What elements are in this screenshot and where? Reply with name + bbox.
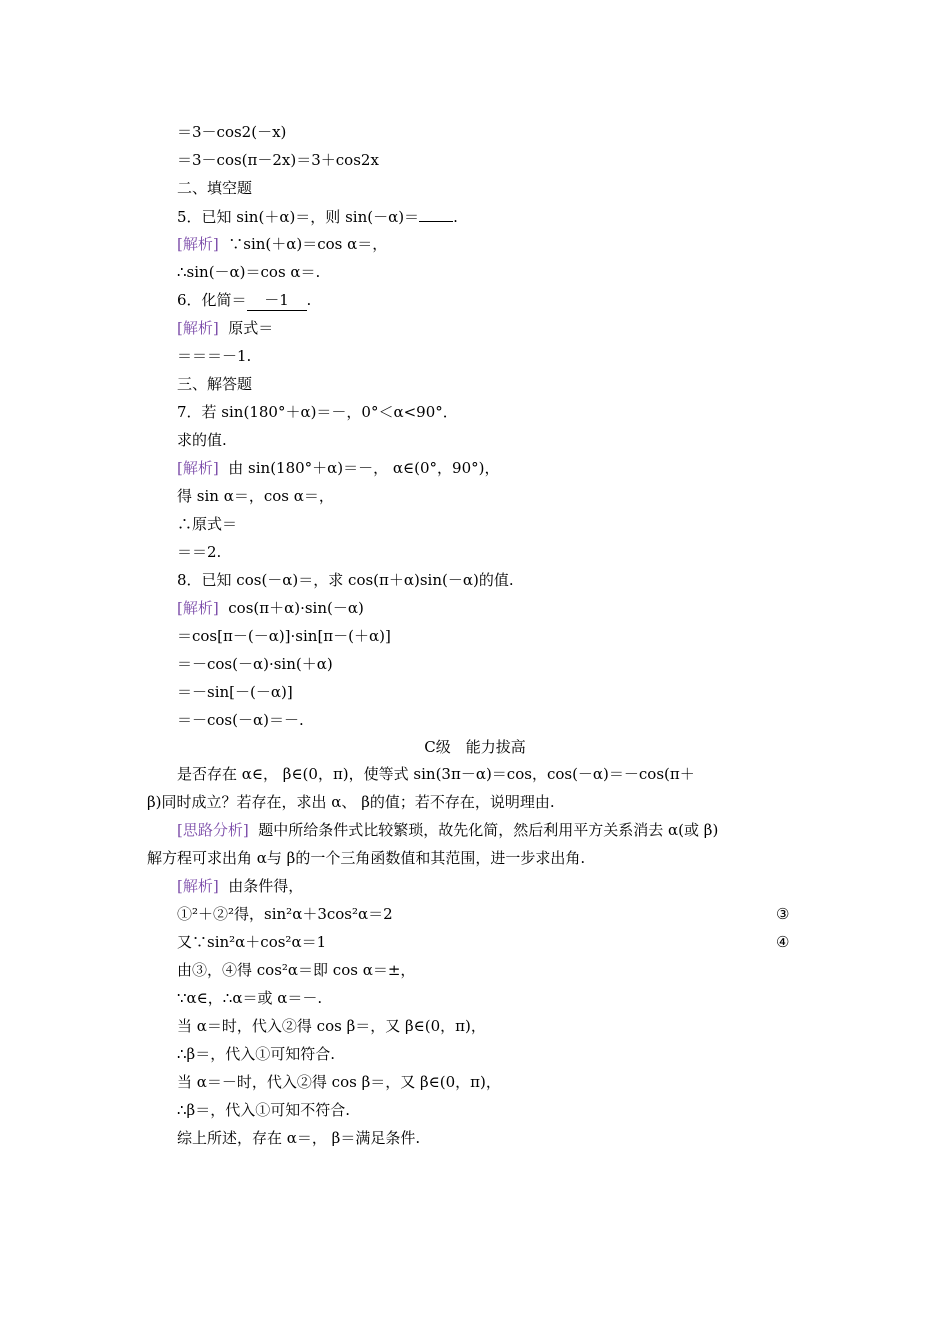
solution-text: ∵sin(＋α)＝cos α＝， [228,235,388,253]
hint-line [177,820,718,840]
question-end: . [306,291,312,309]
solution-tag: [解析] [177,319,219,337]
question-6 [177,290,311,310]
solution-line: 综上所述，存在 α＝， β＝满足条件. [177,1129,421,1147]
solution-line: ＝－sin[－(－α)] [177,683,293,701]
solution-line: ＝＝2. [177,543,222,561]
solution-tag: [解析] [177,599,219,617]
solution-line: ∴β＝，代入①可知不符合. [177,1101,350,1119]
solution-text: 由 sin(180°＋α)＝－， α∈(0°，90°)， [228,459,500,477]
solution-line: 又∵sin²α＋cos²α＝1 [177,933,327,951]
hint-tag: [思路分析] [177,821,249,839]
solution-tag: [解析] [177,235,219,253]
solution-line [177,598,364,618]
question-8: 8．已知 cos(－α)＝，求 cos(π＋α)sin(－α)的值. [177,571,514,589]
answer-blank [419,206,453,222]
equation-line: ＝3－cos2(－x) [177,123,287,141]
hint-line: 解方程可求出角 α与 β的一个三角函数值和其范围，进一步求出角. [147,849,586,867]
section-heading: 三、解答题 [177,375,253,393]
solution-line: ①²＋②²得，sin²α＋3cos²α＝2 [177,905,393,923]
question-end: . [453,208,458,226]
hint-text: 题中所给条件式比较繁琐，故先化简，然后利用平方关系消去 α(或 β) [258,821,719,839]
solution-tag: [解析] [177,459,219,477]
solution-text: cos(π＋α)·sin(－α) [228,599,364,617]
solution-text: 原式＝ [228,319,274,337]
equation-number: ④ [776,933,790,951]
solution-line: 由③，④得 cos²α＝即 cos α＝±， [177,961,416,979]
question-text: 5．已知 sin(＋α)＝，则 sin(－α)＝ [177,208,420,226]
solution-line: ∴原式＝ [177,515,238,533]
section-heading: 二、填空题 [177,179,253,197]
solution-line: ＝cos[π－(－α)]·sin[π－(＋α)] [177,627,391,645]
solution-line: ∵α∈，∴α＝或 α＝－. [177,989,323,1007]
section-heading-c: C级 能力拔高 [424,738,526,756]
solution-line: ＝－cos(－α)＝－. [177,711,304,729]
question-5 [177,206,458,226]
equation-number: ③ [776,905,790,923]
question-7: 7．若 sin(180°＋α)＝－，0°＜α<90°． [177,403,458,421]
problem-text: 是否存在 α∈， β∈(0，π)，使等式 sin(3π－α)＝cos，cos(－α)＝－cos(π＋ [177,765,695,783]
problem-text: β)同时成立？若存在，求出 α、 β的值；若不存在，说明理由. [147,793,555,811]
equation-line: ＝3－cos(π－2x)＝3＋cos2x [177,151,379,169]
question-7-cont: 求的值. [177,431,227,449]
solution-line: ∴β＝，代入①可知符合. [177,1045,335,1063]
solution-line [177,876,303,896]
solution-tag: [解析] [177,877,219,895]
solution-text: 由条件得， [228,877,304,895]
solution-line: 当 α＝时，代入②得 cos β＝，又 β∈(0，π)， [177,1017,486,1035]
solution-line: ∴sin(－α)＝cos α＝. [177,263,321,281]
solution-line: 得 sin α＝，cos α＝， [177,487,334,505]
solution-line: ＝＝＝－1. [177,347,252,365]
solution-line [177,458,500,478]
answer-filled: －1 [247,290,307,311]
question-text: 6．化简＝ [177,291,247,309]
solution-line [177,234,387,254]
solution-line [177,318,273,338]
solution-line: ＝－cos(－α)·sin(＋α) [177,655,333,673]
solution-line: 当 α＝－时，代入②得 cos β＝，又 β∈(0，π)， [177,1073,501,1091]
